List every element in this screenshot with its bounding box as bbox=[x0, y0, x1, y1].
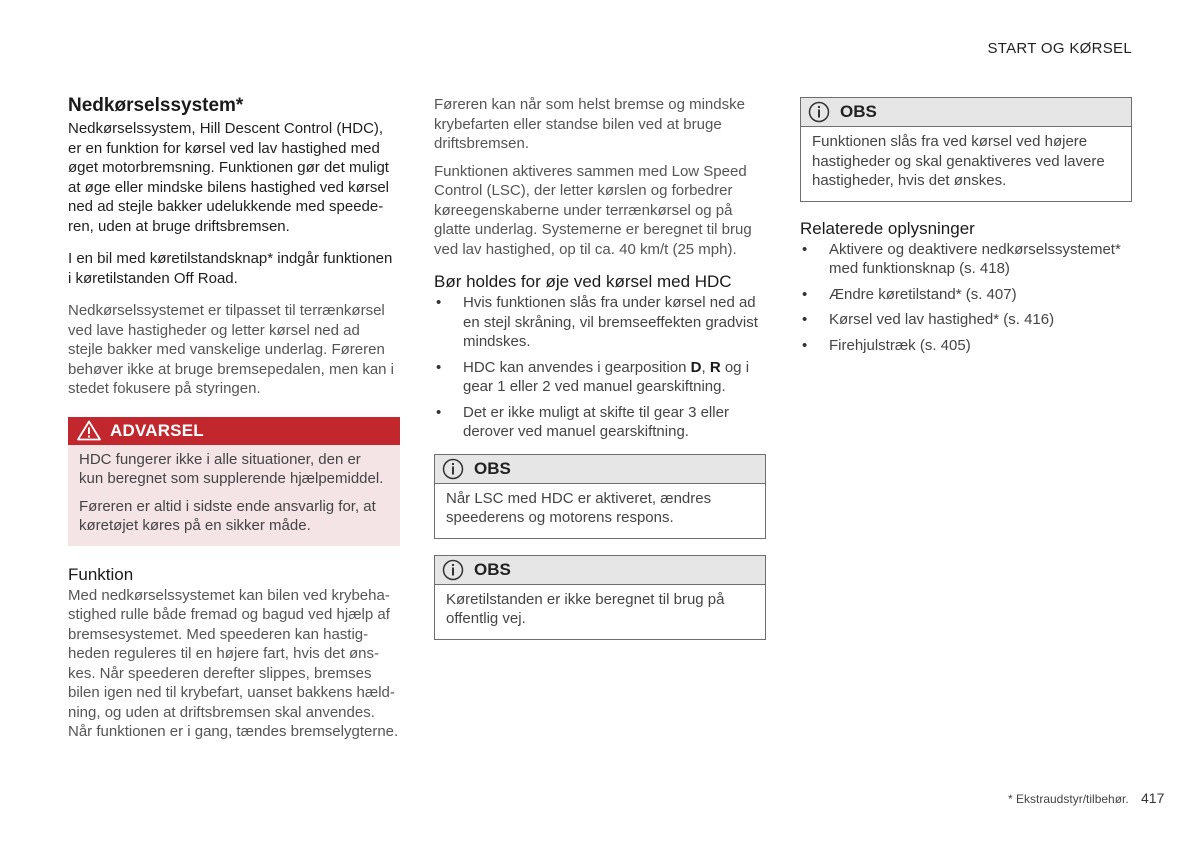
related-list bbox=[800, 240, 1132, 356]
column-middle bbox=[434, 95, 766, 640]
drive-mode-paragraph: I en bil med køretilstandsknap* indgår funktionen i køretilstanden Off Road. bbox=[68, 250, 393, 287]
warning-header bbox=[68, 417, 400, 445]
list-item: • Det er ikke muligt at skifte til gear 3 eller derover ved manuel gearskiftning. bbox=[436, 403, 729, 440]
warning-box bbox=[68, 417, 400, 546]
info-circle-icon bbox=[442, 559, 464, 581]
note-header bbox=[435, 455, 765, 484]
note-text: Køretilstanden er ikke beregnet til brug på offentlig vej. bbox=[446, 590, 725, 627]
note-title: OBS bbox=[474, 559, 511, 579]
note-header bbox=[801, 98, 1131, 127]
warning-title: ADVARSEL bbox=[110, 420, 204, 440]
note-box-road bbox=[434, 555, 766, 640]
page-title: Nedkørselssystem* bbox=[68, 95, 244, 116]
list-item: • HDC kan anvendes i gearposition D, R og i gear 1 eller 2 ved manuel gearskiftning. bbox=[436, 358, 750, 395]
related-link[interactable]: • Kørsel ved lav hastighed* (s. 416) bbox=[802, 311, 1055, 328]
terrain-paragraph: Nedkørselssystemet er tilpasset til terrænkørsel ved lave hastigheder og letter kørsel ned ad stejle bakker med vanskelige underlag. Føreren behøver ikke at bruge bremsepedalen, men kan i stedet fokusere på styringen. bbox=[68, 302, 395, 397]
warning-text-1: HDC fungerer ikke i alle situationer, den er kun beregnet som supplerende hjælpemiddel. bbox=[79, 450, 384, 487]
hdc-subheading: Bør holdes for øje ved kørsel med HDC bbox=[434, 272, 732, 291]
section-header: START OG KØRSEL bbox=[987, 40, 1132, 57]
note-box-lsc bbox=[434, 454, 766, 539]
column-right bbox=[800, 97, 1132, 361]
related-link[interactable]: • Aktivere og deaktivere nedkørselssystemet* med funktionsknap (s. 418) bbox=[802, 240, 1121, 277]
info-circle-icon bbox=[442, 458, 464, 480]
note-body bbox=[435, 585, 765, 639]
warning-text-2: Føreren er altid i sidste ende ansvarlig for, at køretøjet køres på en sikker måde. bbox=[79, 497, 376, 534]
lsc-paragraph: Funktionen aktiveres sammen med Low Speed Control (LSC), der letter kørslen og forbedrer køreegenskaberne under terrænkørsel og på glatte underlag. Systemerne er beregnet til brug ved lav hastighed, op til ca. 40 km/t (25 mph). bbox=[434, 162, 752, 258]
related-link[interactable]: • Firehjulstræk (s. 405) bbox=[802, 336, 971, 354]
brake-paragraph: Føreren kan når som helst bremse og mindske krybefarten eller standse bilen ved at bruge driftsbremsen. bbox=[434, 96, 745, 152]
intro-paragraph: Nedkørselssystem, Hill Descent Control (HDC), er en funktion for kørsel ved lav hastighed med øget motorbremsning. Funktionen gør det muligt at øge eller mindske bilens hastighed ved kørsel ned ad stejle bakker udelukkende med speede- ren, uden at bruge driftsbremsen. bbox=[68, 120, 389, 235]
list-item: • Hvis funktionen slås fra under kørsel ned ad en stejl skråning, vil bremseeffekten gradvist mindskes. bbox=[436, 294, 758, 350]
note-text: Når LSC med HDC er aktiveret, ændres speederens og motorens respons. bbox=[446, 489, 712, 526]
related-link[interactable]: • Ændre køretilstand* (s. 407) bbox=[802, 285, 1017, 303]
note-header bbox=[435, 556, 765, 585]
footnote: * Ekstraudstyr/tilbehør. bbox=[1008, 792, 1129, 806]
related-heading: Relaterede oplysninger bbox=[800, 218, 975, 238]
warning-triangle-icon bbox=[74, 419, 104, 443]
warning-body bbox=[68, 445, 400, 546]
note-box-speed bbox=[800, 97, 1132, 202]
note-title: OBS bbox=[840, 102, 877, 121]
column-left bbox=[68, 93, 400, 742]
page-number: 417 bbox=[1141, 790, 1165, 806]
funktion-heading: Funktion bbox=[68, 564, 134, 584]
note-title: OBS bbox=[474, 458, 511, 478]
note-body bbox=[435, 484, 765, 538]
note-text: Funktionen slås fra ved kørsel ved højere hastigheder og skal genaktiveres ved lavere hastigheder, hvis det ønskes. bbox=[812, 133, 1105, 189]
note-body bbox=[801, 127, 1131, 201]
funktion-paragraph: Med nedkørselssystemet kan bilen ved krybeha- stighed rulle både fremad og bagud ved hjælp af bremsesystemet. Med speederen kan hastig- heden reguleres til en højere fart, hvis det øns- kes. Når speederen derefter slippes, bremses bilen igen ned til krybefart, uanset bakkens hæld- ning, og uden at driftsbremsen skal anvendes. Når funktionen er i gang, tændes bremselygterne. bbox=[68, 586, 399, 740]
info-circle-icon bbox=[808, 101, 830, 123]
hdc-bullet-list bbox=[434, 293, 766, 442]
